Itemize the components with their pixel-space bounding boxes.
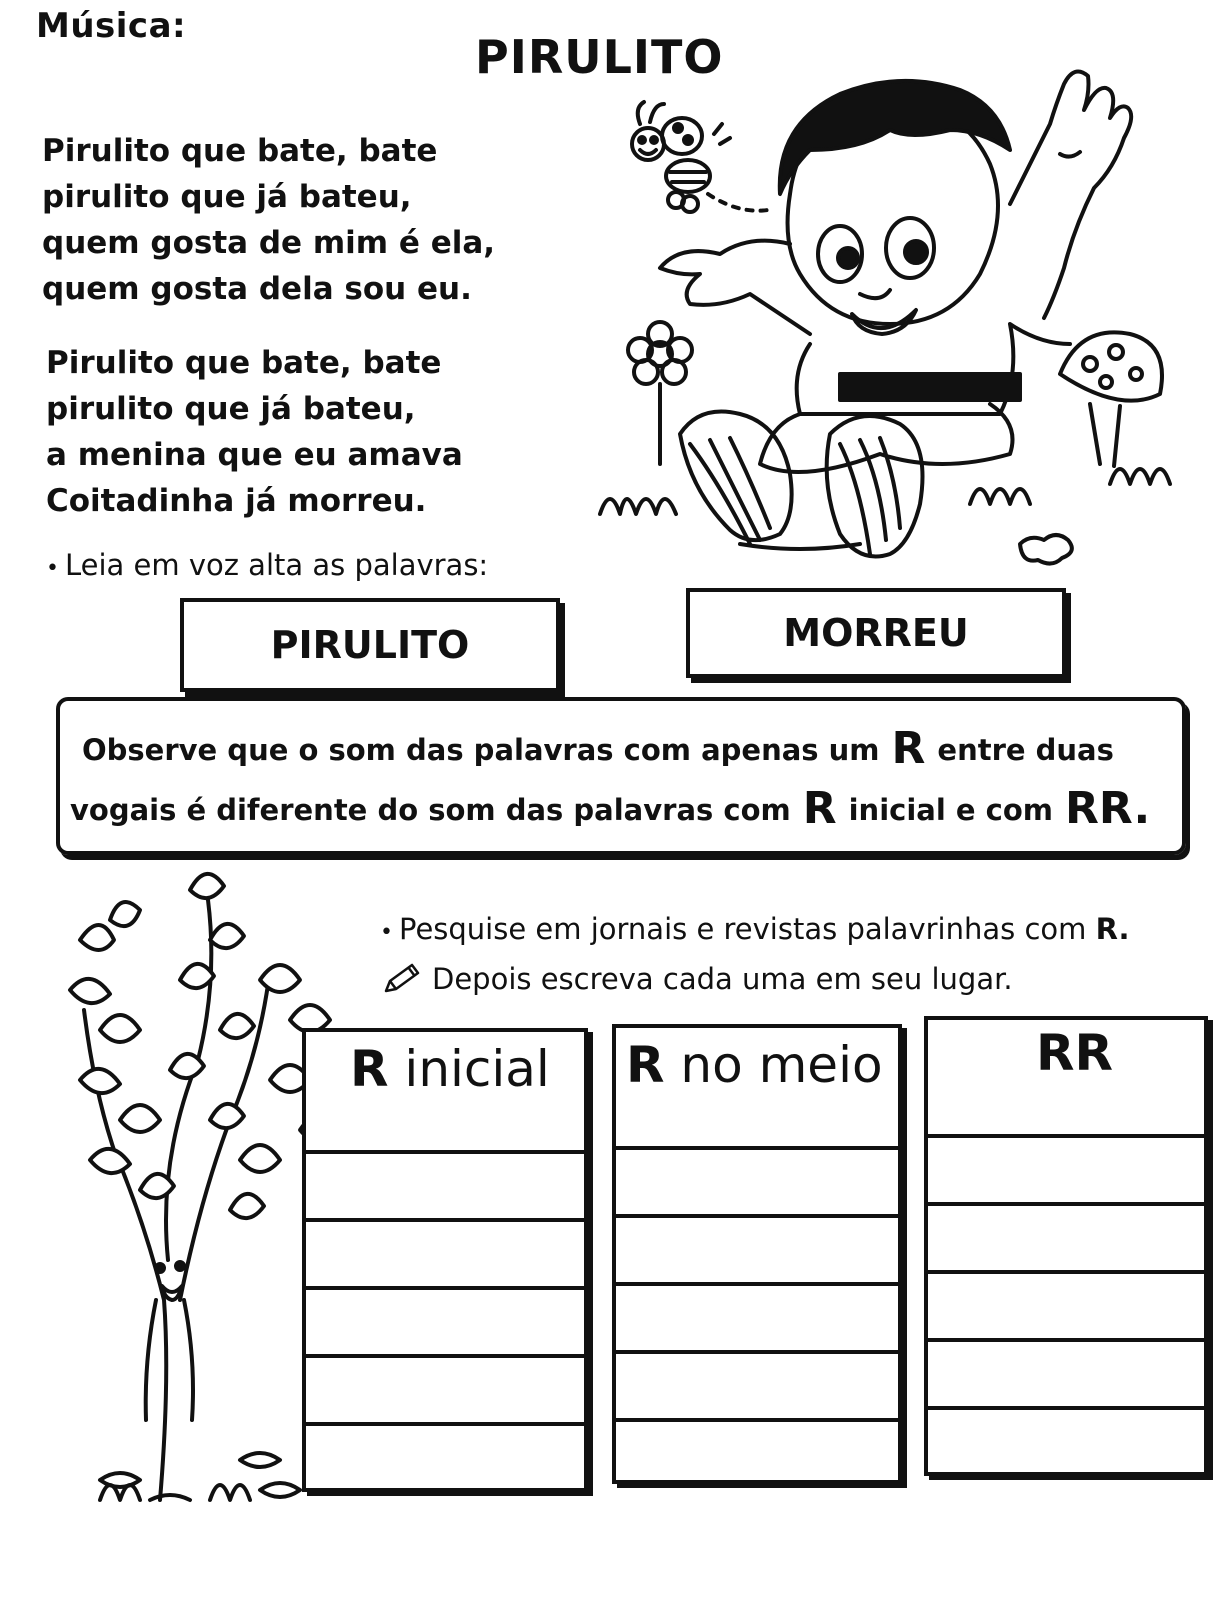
word-box-morreu: MORREU	[686, 588, 1066, 678]
note-text: Observe que o som das palavras com apenas um	[82, 733, 880, 767]
column-label: inicial	[404, 1040, 550, 1098]
write-line[interactable]	[306, 1426, 584, 1490]
boy-illustration	[590, 44, 1190, 574]
task-instruction-1	[380, 912, 1130, 946]
write-line[interactable]	[928, 1274, 1204, 1342]
column-r-middle	[612, 1024, 902, 1484]
lyric-line: Pirulito que bate, bate	[46, 345, 442, 381]
lyric-line: Pirulito que bate, bate	[42, 133, 438, 169]
letter-rr: RR.	[1064, 783, 1151, 834]
write-line[interactable]	[306, 1154, 584, 1222]
observation-note	[56, 697, 1186, 855]
stanza-1	[42, 128, 495, 312]
write-line[interactable]	[616, 1218, 898, 1286]
column-header	[616, 1028, 898, 1150]
write-line[interactable]	[928, 1410, 1204, 1474]
bee-illustration	[632, 102, 768, 212]
lyric-line: quem gosta de mim é ela,	[42, 225, 496, 261]
lyric-line: Coitadinha já morreu.	[46, 483, 427, 519]
column-letter: RR	[1036, 1024, 1114, 1082]
note-line-1	[82, 723, 1114, 774]
bullet-icon: •	[380, 920, 393, 945]
write-line[interactable]	[616, 1354, 898, 1422]
column-rr	[924, 1016, 1208, 1476]
lyric-line: a menina que eu amava	[46, 437, 463, 473]
column-header	[306, 1032, 584, 1154]
column-letter: R	[626, 1036, 665, 1094]
lyric-line: quem gosta dela sou eu.	[42, 271, 472, 307]
write-line[interactable]	[306, 1290, 584, 1358]
write-line[interactable]	[616, 1286, 898, 1354]
stanza-2	[46, 340, 463, 524]
note-text: inicial e com	[848, 793, 1053, 827]
column-r-initial	[302, 1028, 588, 1492]
letter-r: R	[891, 723, 926, 774]
pencil-icon	[382, 963, 422, 995]
note-text: vogais é diferente do som das palavras com	[70, 793, 791, 827]
task-text: Depois escreva cada uma em seu lugar.	[432, 962, 1013, 996]
read-instruction-text: Leia em voz alta as palavras:	[64, 548, 489, 582]
column-letter: R	[350, 1040, 389, 1098]
song-title: PIRULITO	[475, 30, 724, 84]
letter-r: R	[802, 783, 837, 834]
note-line-2	[70, 783, 1162, 834]
write-line[interactable]	[306, 1222, 584, 1290]
column-label: no meio	[680, 1036, 883, 1094]
write-line[interactable]	[306, 1358, 584, 1426]
write-line[interactable]	[928, 1138, 1204, 1206]
write-line[interactable]	[928, 1206, 1204, 1274]
read-instruction	[46, 548, 488, 582]
word-box-pirulito: PIRULITO	[180, 598, 560, 692]
write-line[interactable]	[928, 1342, 1204, 1410]
write-line[interactable]	[616, 1150, 898, 1218]
column-header	[928, 1020, 1204, 1138]
task-text: Pesquise em jornais e revistas palavrinhas com	[398, 912, 1087, 946]
bullet-icon: •	[46, 556, 59, 581]
write-line[interactable]	[616, 1422, 898, 1486]
letter-r: R.	[1095, 912, 1130, 946]
lyric-line: pirulito que já bateu,	[46, 391, 416, 427]
task-instruction-2	[382, 962, 1013, 996]
lyric-line: pirulito que já bateu,	[42, 179, 412, 215]
section-label: Música:	[36, 6, 187, 46]
note-text: entre duas	[937, 733, 1114, 767]
